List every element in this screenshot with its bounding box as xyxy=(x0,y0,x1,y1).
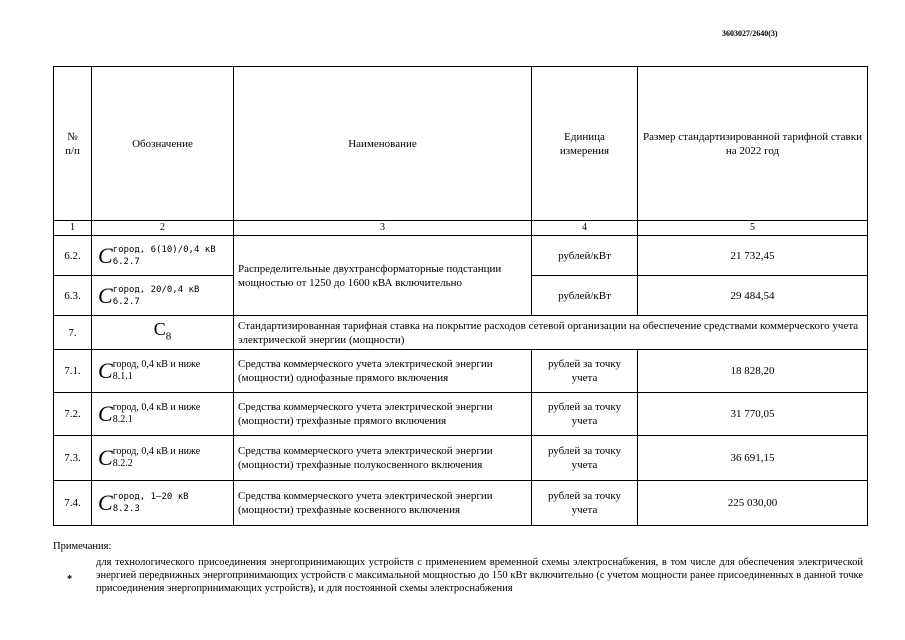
rate-designation xyxy=(92,350,234,393)
row-name: Распределительные двухтрансформаторные подстанции мощностью от 1250 до 1600 кВА включительно xyxy=(234,236,532,316)
row-name: Средства коммерческого учета электрической энергии (мощности) трехфазные прямого включения xyxy=(234,393,532,436)
rate-designation xyxy=(92,436,234,481)
table-row xyxy=(54,350,868,393)
row-value: 225 030,00 xyxy=(638,481,868,526)
designation-superscript: город, 20/0,4 кВ xyxy=(112,284,200,295)
row-number: 7.4. xyxy=(54,481,92,526)
rate-designation xyxy=(92,481,234,526)
row-unit: рублей за точку учета xyxy=(532,393,638,436)
rate-symbol: C xyxy=(98,401,113,426)
footnote-marker: * xyxy=(67,574,73,585)
row-unit: рублей/кВт xyxy=(532,236,638,276)
row-name: Средства коммерческого учета электрической энергии (мощности) однофазные прямого включения xyxy=(234,350,532,393)
header-unit: Единица измерения xyxy=(532,67,638,221)
table-row xyxy=(54,393,868,436)
header-designation: Обозначение xyxy=(92,67,234,221)
row-unit: рублей за точку учета xyxy=(532,481,638,526)
row-unit: рублей за точку учета xyxy=(532,350,638,393)
column-number: 5 xyxy=(638,221,868,236)
column-number: 4 xyxy=(532,221,638,236)
row-number: 6.2. xyxy=(54,236,92,276)
header-name: Наименование xyxy=(234,67,532,221)
header-rate: Размер стандартизированной тарифной ставки на 2022 год xyxy=(638,67,868,221)
column-number: 2 xyxy=(92,221,234,236)
row-number: 7.1. xyxy=(54,350,92,393)
designation-subscript: 8.2.1 xyxy=(112,414,133,425)
row-value: 36 691,15 xyxy=(638,436,868,481)
designation-superscript: город, 0,4 кВ и ниже xyxy=(112,402,201,413)
rate-symbol: C xyxy=(98,282,113,308)
document-id: 3603027/2640(3) xyxy=(722,29,778,38)
row-number: 7. xyxy=(54,316,92,350)
column-number: 1 xyxy=(54,221,92,236)
row-unit: рублей/кВт xyxy=(532,276,638,316)
rate-symbol: C xyxy=(98,490,113,515)
designation-subscript: 6.2.7 xyxy=(112,296,140,307)
row-unit: рублей за точку учета xyxy=(532,436,638,481)
row-value: 31 770,05 xyxy=(638,393,868,436)
designation-subscript: 6.2.7 xyxy=(112,256,140,267)
designation-subscript: 8.2.2 xyxy=(112,458,133,469)
table-row xyxy=(54,481,868,526)
rate-designation xyxy=(92,236,234,276)
designation-superscript: город, 0,4 кВ и ниже xyxy=(112,446,201,457)
rate-symbol: C xyxy=(98,445,113,470)
header-row xyxy=(54,67,868,221)
notes-section xyxy=(53,540,863,595)
row-number: 6.3. xyxy=(54,276,92,316)
row-value: 18 828,20 xyxy=(638,350,868,393)
header-number: № п/п xyxy=(54,67,92,221)
notes-title: Примечания: xyxy=(53,541,112,552)
rate-designation xyxy=(92,393,234,436)
rate-symbol: C xyxy=(98,358,113,383)
row-value: 21 732,45 xyxy=(638,236,868,276)
column-number: 3 xyxy=(234,221,532,236)
table-row xyxy=(54,316,868,350)
column-number-row xyxy=(54,221,868,236)
rate-designation xyxy=(92,316,234,350)
tariff-table xyxy=(53,66,868,526)
notes-text: для технологического присоединения энергопринимающих устройств с применением временной схемы электроснабжения, в том числе для обеспечения электрической энергией передвижных энергопринимающих устройств с максимальной мощностью до 150 кВт включительно (с учетом мощности ранее присоединенных в данной точке присоединения энергопринимающих устройств), и для постоянной схемы электроснабжения xyxy=(96,557,863,594)
row-name: Средства коммерческого учета электрической энергии (мощности) трехфазные полукосвенного включения xyxy=(234,436,532,481)
row-value: 29 484,54 xyxy=(638,276,868,316)
table-row xyxy=(54,436,868,481)
designation-superscript: город, 1–20 кВ xyxy=(112,492,189,502)
row-name: Стандартизированная тарифная ставка на покрытие расходов сетевой организации на обеспечение средствами коммерческого учета электрической энергии (мощности) xyxy=(234,316,868,350)
row-number: 7.2. xyxy=(54,393,92,436)
row-name: Средства коммерческого учета электрической энергии (мощности) трехфазные косвенного включения xyxy=(234,481,532,526)
designation-subscript: 8.2.3 xyxy=(112,504,140,514)
row-number: 7.3. xyxy=(54,436,92,481)
table-row xyxy=(54,236,868,276)
rate-symbol: C xyxy=(98,242,113,268)
notes-body xyxy=(53,556,863,595)
designation-superscript: город, 6(10)/0,4 кВ xyxy=(112,244,216,255)
rate-designation xyxy=(92,276,234,316)
designation-superscript: город, 0,4 кВ и ниже xyxy=(112,359,201,370)
rate-symbol: $C_8$ xyxy=(153,318,172,343)
designation-subscript: 8.1.1 xyxy=(112,371,133,382)
